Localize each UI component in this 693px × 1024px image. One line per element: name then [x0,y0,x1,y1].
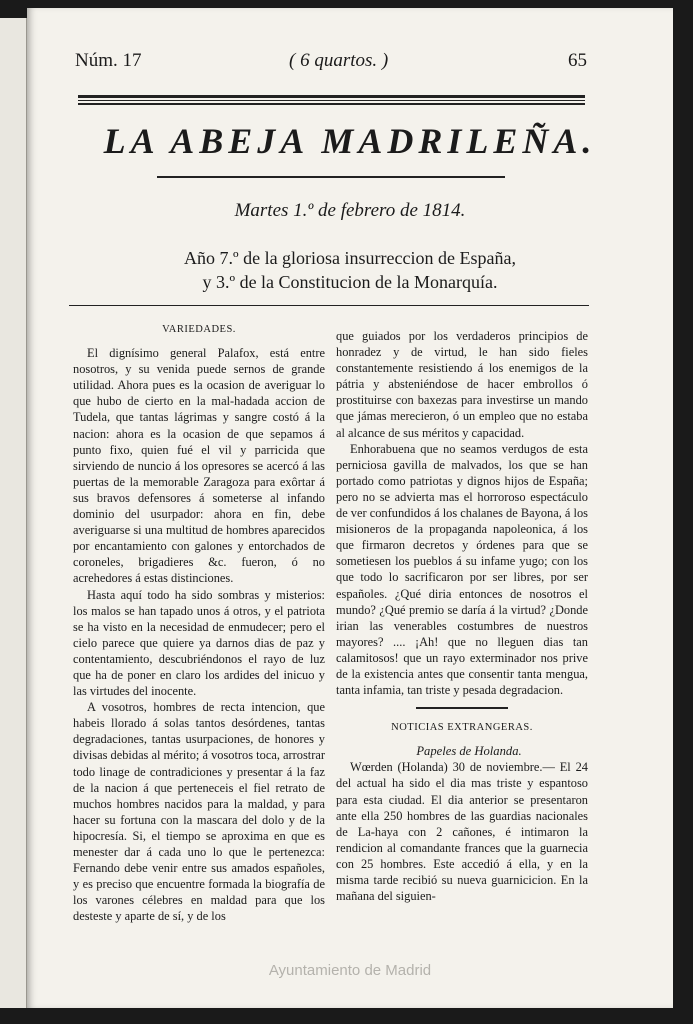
paragraph: El dignísimo general Palafox, está entre nosotros, y su venida puede sernos de grande utilidad. Ahora pues es la ocasion de averiguar lo que hubo de cierto en la mal-hadada accion de Tudela, que tantas lágrimas y sangre costó á la nacion: ahora es la ocasion de que sepamos á punto fixo, quien fué el vil y parricida que sirviendo de nuncio á los opresores se acercó á las puertas de la memorable Zaragoza para exôrtar á sus bravos defensores á someterse al infando dominio del usurpador: ahora en fin, debe averiguarse si una multitud de hombres aparecidos por encantamiento con galones y entorchados de coroneles, brigadieres &c. fueron, ó no acrehedores á estas distinciones. [73,346,325,586]
news-section-rule [416,707,508,709]
right-column [336,328,588,904]
paragraph: que guiados por los verdaderos principios de honradez y de virtud, le han sido fieles constantemente resistiendo á los enemigos de la pátria y absteniéndose de hacer embrollos ó prostituirse con baxezas para investirse un mando que jámas merecieron, ó un empleo que no estaba al alcance de sus méritos y capacidad. [336,329,588,440]
paragraph: A vosotros, hombres de recta intencion, que habeis llorado á solas tantos desórdenes, tantas degradaciones, tantas usurpaciones, de honores y divisas debidas al mérito; á vosotros toca, arrostrar todo linage de contradiciones y presentar á la faz de la nacion á que perteneceis el fiel retrato de muchos hombres nacidos para la maldad, y para hacer su fortuna con la mascara del dolo y de la hipocresía. Si, el tiempo se aproxima en que es menester dar á cada uno lo que le pertenezca: Fernando debe venir entre sus amados españoles, y es preciso que encuentre formada la biografía de los varones célebres en maldad para que los desteste y aparte de sí, y de los [73,700,325,924]
dateline: Martes 1.º de febrero de 1814. [234,200,466,221]
issue-number: Núm. 17 [75,50,142,71]
facing-page-edge [0,18,27,1008]
paragraph: Hasta aquí todo ha sido sombras y misterios: los malos se han tapado unos á otros, y el patriota se ha visto en la necesidad de enmudecer; pero el cielo parece que quiere ya darnos dias de paz y contentamiento, descubriéndonos el rayo de luz que ha de poner en claro los ardides del inicuo y las virtudes del inocente. [73,587,325,699]
year-line-2: y 3.º de la Constitucion de la Monarquía. [202,272,498,292]
header-rule-thin [78,100,585,101]
masthead-underline [157,176,505,178]
header-rule-bottom [78,103,585,105]
year-line-1: Año 7.º de la gloriosa insurreccion de España, [184,248,516,268]
header-rule-top [78,95,585,98]
page-number: 65 [568,50,587,71]
left-column [73,322,325,924]
section-divider [69,305,589,306]
news-paragraph: Wœrden (Holanda) 30 de noviembre.— El 24 del actual ha sido el dia mas triste y espantoso para esta ciudad. El dia anterior se presentaron ante ella 250 hombres de las guardias nacionales de La-haya con 2 cañones, é intimaron la rendicion al comandante frances que la guarnecia con 25 hombres. Este accedió á ella, y en la misma tarde recibió su nueva guarnicicion. En la mañana del siguien- [336,760,588,904]
newspaper-page [27,8,673,1008]
news-subheading: Papeles de Holanda. [416,744,522,759]
masthead-title: LA ABEJA MADRILEÑA. [103,121,597,161]
library-watermark: Ayuntamiento de Madrid [268,962,432,979]
issue-price: ( 6 quartos. ) [289,50,389,71]
paragraph: Enhorabuena que no seamos verdugos de esta perniciosa gavilla de malvados, los que se han portado como patriotas y dignos hijos de España; pero no se advierta mas el horroroso espectáculo de ver confundidos á los chalanes de Bayona, á los misioneros de la propaganda napoleonica, á los que firmaron decretos y órdenes para que se sometiesen los pueblos á su infame yugo; con los que todo lo sacrificaron por ser libres, por ser españoles. ¿Qué diria entonces de nosotros el mundo? ¿Qué premio se daría á la virtud? ¿Donde irian las venerables costumbres de nuestros mayores? .... ¡Ah! que no lleguen dias tan calamitosos! que un rayo exterminador nos prive de la existencia antes que consentir tanta mengua, tanta infamia, tan triste y pesada degradacion. [336,441,588,698]
news-heading: NOTICIAS EXTRANGERAS. [391,722,533,734]
section-heading-variedades: VARIEDADES. [162,324,236,335]
